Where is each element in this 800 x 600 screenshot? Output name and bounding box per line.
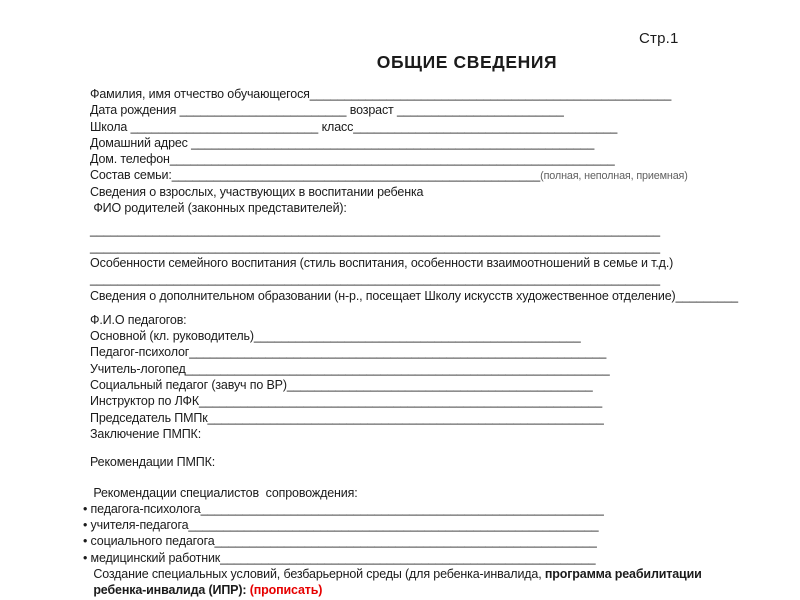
form-line [90, 239, 800, 255]
parents-names-blank-2: __________________________________________________________________________________ [90, 239, 661, 254]
school-blank: ___________________________ [130, 119, 319, 134]
family-composition-hint: (полная, неполная, приемная) [540, 170, 688, 183]
form-line [90, 288, 800, 304]
class-label: класс [318, 119, 354, 134]
psychologist-label: Педагог-психолог [90, 345, 190, 360]
age-label: возраст [346, 103, 397, 118]
home-phone-blank: ________________________________________________________________ [169, 152, 615, 167]
form-line [90, 344, 800, 360]
parents-names-label: ФИО родителей (законных представителей): [90, 201, 347, 216]
form-line [90, 328, 800, 344]
bullet-teacher-label: • учителя-педагога [83, 518, 189, 533]
form-line [90, 184, 800, 200]
social-teacher-blank: ____________________________________________ [286, 378, 593, 393]
bullet-social-teacher-label: • социального педагога [83, 534, 215, 549]
form-line [90, 393, 800, 409]
page-number: Стр.1 [639, 30, 679, 47]
social-teacher-label: Социальный педагог (завуч по ВР) [90, 378, 287, 393]
parents-names-blank-1: __________________________________________________________________________________ [90, 223, 661, 238]
form-line [90, 255, 800, 271]
family-upbringing-blank: __________________________________________________________________________________ [90, 272, 661, 287]
adults-info-label: Сведения о взрослых, участвующих в воспитании ребенка [90, 184, 424, 199]
form-line [90, 86, 800, 102]
age-blank: ________________________ [396, 103, 564, 118]
bullet-psychologist-blank: __________________________________________________________ [200, 501, 604, 516]
family-composition-blank: _____________________________________________________ [171, 168, 541, 183]
form-line [90, 119, 800, 135]
form-line [83, 501, 800, 517]
speech-therapist-label: Учитель-логопед [90, 361, 186, 376]
form-line [90, 271, 800, 287]
form-line [90, 426, 800, 442]
bullet-social-teacher-blank: _______________________________________________________ [214, 534, 597, 549]
special-conditions-text: Создание специальных условий, безбарьерной среды (для ребенка-инвалида, [90, 567, 545, 582]
rehab-program-text: программа реабилитации [544, 567, 702, 582]
form-line [90, 200, 800, 216]
form-line [90, 167, 800, 183]
page-title: ОБЩИЕ СВЕДЕНИЯ [376, 52, 558, 72]
form-line [90, 485, 800, 501]
pmpk-recommendations-label: Рекомендации ПМПК: [90, 455, 216, 470]
form-line [90, 454, 800, 470]
bullet-teacher-blank: ___________________________________________________________ [188, 518, 599, 533]
birth-date-label: Дата рождения [90, 103, 180, 118]
home-address-label: Домашний адрес [90, 135, 192, 150]
additional-education-blank: _________ [675, 288, 739, 303]
birth-date-blank: ________________________ [179, 103, 347, 118]
pmpk-chairman-label: Председатель ПМПк [90, 410, 208, 425]
form-line [90, 151, 800, 167]
form-body [83, 86, 800, 599]
psychologist-blank: ____________________________________________________________ [189, 345, 607, 360]
bullet-medical-worker-label: • медицинский работник [83, 550, 221, 565]
family-upbringing-label: Особенности семейного воспитания (стиль воспитания, особенности взаимоотношений в семье и т.д.) [90, 255, 674, 270]
form-line [90, 377, 800, 393]
form-line [90, 566, 800, 582]
form-line [83, 533, 800, 549]
additional-education-label: Сведения о дополнительном образовании (н-р., посещает Школу искусств художественное отделение) [90, 288, 676, 303]
teachers-names-label: Ф.И.О педагогов: [90, 312, 187, 327]
form-line [83, 517, 800, 533]
form-line [90, 410, 800, 426]
bullet-medical-worker-blank: ______________________________________________________ [220, 550, 596, 565]
school-label: Школа [90, 119, 131, 134]
rehab-program-text-2: ребенка-инвалида (ИПР): [90, 583, 250, 598]
prescribe-note: (прописать) [249, 583, 323, 598]
class-blank: ______________________________________ [353, 119, 618, 134]
form-line [90, 361, 800, 377]
bullet-psychologist-label: • педагога-психолога [83, 501, 201, 516]
form-line [90, 582, 800, 598]
form-line [90, 135, 800, 151]
specialists-recommendations-label: Рекомендации специалистов сопровождения: [90, 485, 358, 500]
main-teacher-label: Основной (кл. руководитель) [90, 329, 254, 344]
physical-therapy-instructor-label: Инструктор по ЛФК [90, 394, 199, 409]
home-phone-label: Дом. телефон [90, 152, 170, 167]
family-composition-label: Состав семьи: [90, 168, 172, 183]
form-line [90, 102, 800, 118]
physical-therapy-instructor-blank: __________________________________________________________ [199, 394, 603, 409]
main-teacher-blank: _______________________________________________ [253, 329, 581, 344]
speech-therapist-blank: _____________________________________________________________ [185, 361, 610, 376]
pmpk-conclusion-label: Заключение ПМПК: [90, 426, 202, 441]
pmpk-chairman-blank: _________________________________________________________ [207, 410, 604, 425]
student-name-blank: ____________________________________________________ [309, 87, 672, 101]
home-address-blank: __________________________________________________________ [191, 135, 595, 150]
student-name-label: Фамилия, имя отчество обучающегося [90, 87, 310, 101]
form-line [83, 550, 800, 566]
form-line [90, 222, 800, 238]
form-line [90, 312, 800, 328]
